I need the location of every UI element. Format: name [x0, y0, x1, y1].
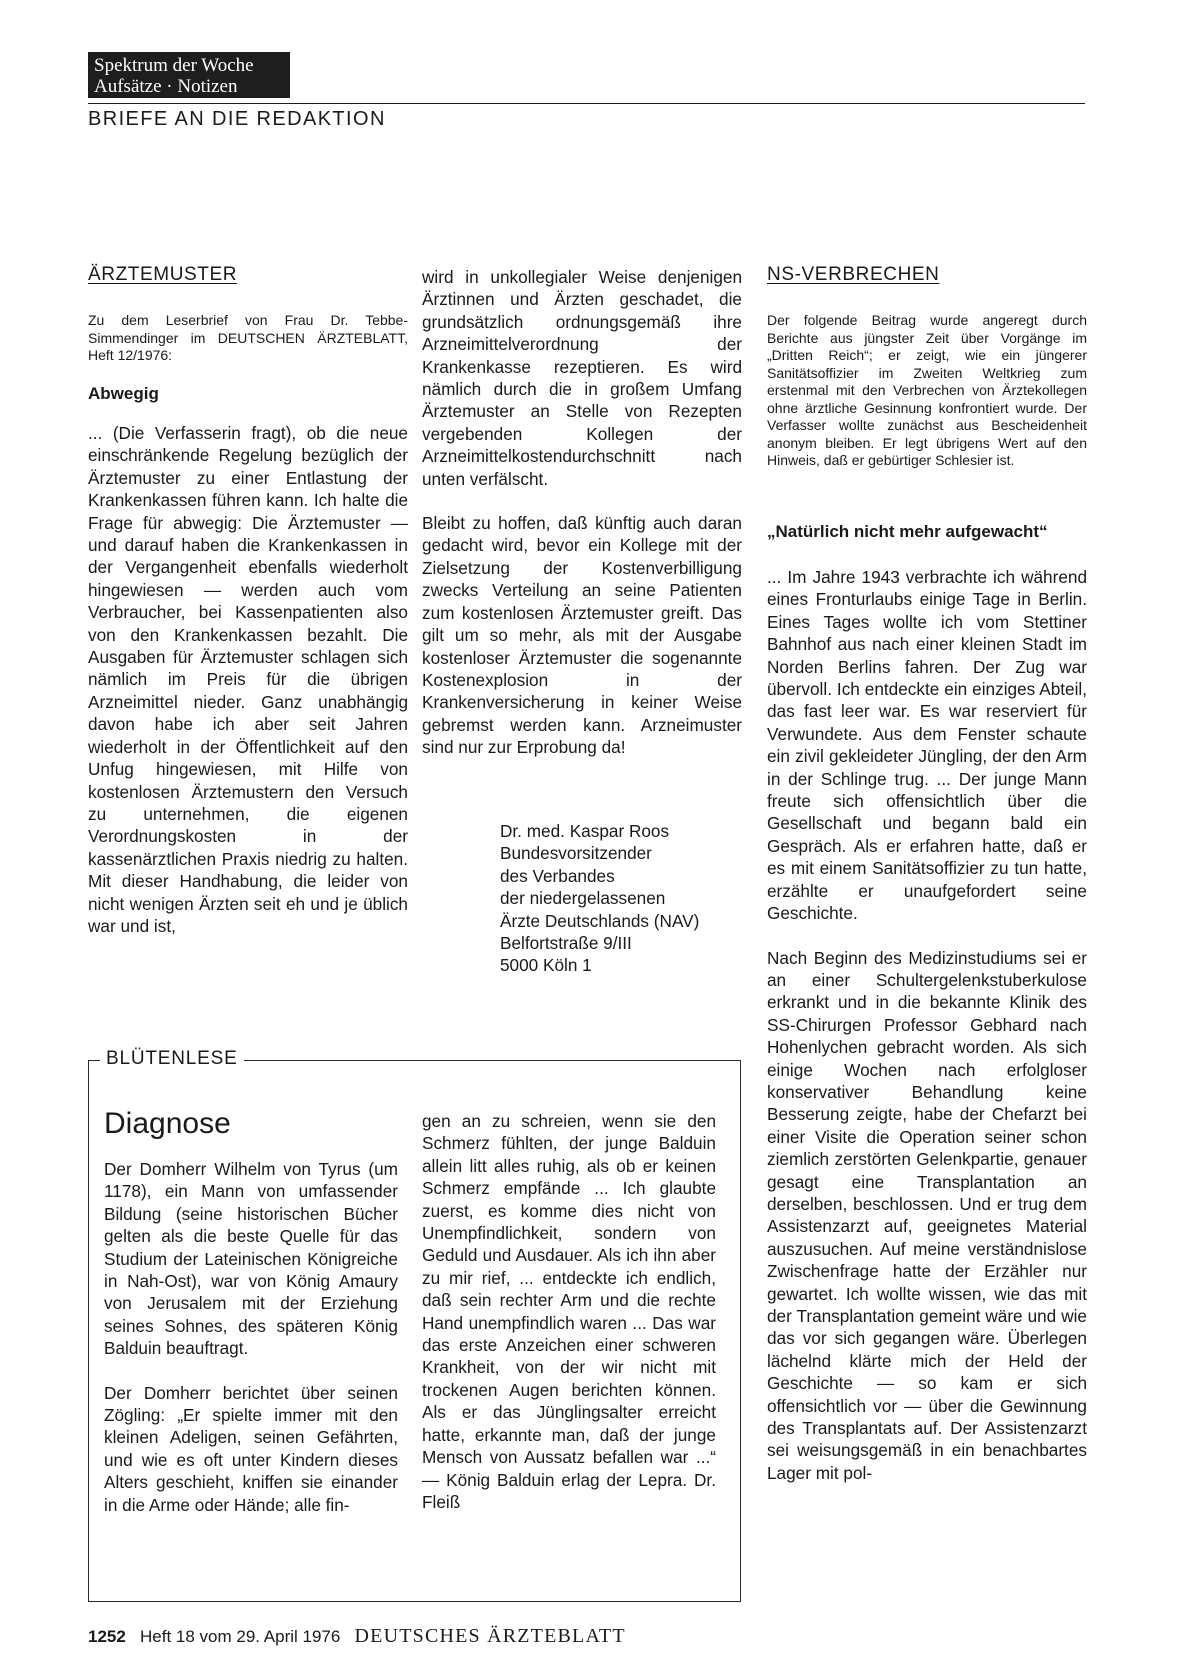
section-title: BRIEFE AN DIE REDAKTION: [88, 108, 386, 130]
paragraph: Nach Beginn des Medizinstudiums sei er an einer Schultergelenkstuberkulose erkrankt und in die bekannte Klinik des SS-Chirurgen Professor Gebhard nach Hohenlychen gebracht worden. Als sich einige Wochen nach erfolgloser konservativer Behandlung keine Besserung zeigte, habe der Chefarzt bei einer Visite die Operation seiner schon ziemlich zerstörten Gelenkpartie, genauer gesagt eine Transplantation an derselben, beschlossen. Und er trug dem Assistenzarzt auf, geeignetes Material auszusuchen. Auf meine verständnislose Zwischenfrage hatte der Erzähler nur gewartet. Ich wollte wissen, wie das mit der Transplantation gemeint wäre und wie das vor sich gegangen wäre. Überlegen lächelnd klärte mich der Held der Geschichte — so kam er sich offensichtlich vor — über die Gewinnung des Transplantats auf. Der Assistenzarzt sei weisungsgemäß in ein benachbartes Lager mit pol-: [767, 947, 1087, 1483]
section-badge: [88, 52, 290, 98]
ns-body: [767, 566, 1087, 1484]
signature-line: Dr. med. Kaspar Roos: [500, 821, 670, 841]
signature-line: Ärzte Deutschlands (NAV): [500, 910, 700, 931]
magazine-name: DEUTSCHES ÄRZTEBLATT: [354, 1625, 626, 1647]
page-footer: [88, 1625, 626, 1648]
paragraph: gen an zu schreien, wenn sie den Schmerz fühlten, der junge Balduin allein litt alles ruhig, als ob er keinen Schmerz empfände ... Ich glaubte zuerst, es komme dies nicht von Unempfindlichkeit, sondern von Geduld und Ausdauer. Als ich ihn aber zu mir rief, ... entdeckte ich endlich, daß sein rechter Arm und die rechte Hand unempfindlich waren ... Das war das erste Anzeichen einer schweren Krankheit, von der wir nicht mit trockenen Augen berichten können. Als er das Jünglingsalter erreicht hatte, erkannte man, daß der junge Mensch von Aussatz befallen war ...“ — König Balduin erlag der Lepra. Dr. Fleiß: [422, 1111, 716, 1512]
paragraph: Der Domherr berichtet über seinen Zögling: „Er spielte immer mit den kleinen Adeligen, seinen Gefährten, und wie es oft unter Kindern dieses Alters geschieht, kniffen sie einander in die Arme oder Hände; alle fin-: [104, 1382, 398, 1515]
diagnose-body-2: [422, 1110, 716, 1513]
signature-line: des Verbandes: [500, 865, 615, 886]
aerztemuster-body-2: [422, 266, 742, 759]
ns-subhead: „Natürlich nicht mehr aufgewacht“: [767, 522, 1048, 541]
diagnose-title: Diagnose: [104, 1107, 231, 1140]
aerztemuster-body-1: [88, 422, 408, 937]
header-rule: [88, 103, 1085, 104]
section-badge-line2: Aufsätze · Notizen: [94, 76, 238, 97]
paragraph: ... Im Jahre 1943 verbrachte ich während eines Fronturlaubs einige Tage in Berlin. Eines Tages wollte ich vom Stettiner Bahnhof aus nach einer kleinen Stadt im Norden Berlins fahren. Der Zug war übervoll. Ich entdeckte ein einziges Abteil, das fast leer war. Es war reserviert für Verwundete. Aus dem Fenster schaute ein zivil gekleideter Jüngling, der den Arm in der Schlinge trug. ... Der junge Mann freute sich offensichtlich über die Gesellschaft und begann bald ein Gespräch. Als er erfahren hatte, daß er es mit einem Sanitätsoffizier zu tun hatte, erzählte er unaufgefordert seine Geschichte.: [767, 567, 1087, 924]
paragraph: wird in unkollegialer Weise denjenigen Ärztinnen und Ärzten geschadet, die grundsätzlich ordnungsgemäß ihre Arzneimittelverordnung der Krankenkasse rezeptieren. Es wird nämlich durch die in großem Umfang Ärztemuster an Stelle von Rezepten vergebenden Kollegen der Arzneimittelkostendurchschnitt nach unten verfälscht.: [422, 267, 742, 489]
signature-line: der niedergelassenen: [500, 888, 666, 909]
signature-line: Bundesvorsitzender: [500, 843, 652, 864]
diagnose-body-1: [104, 1158, 398, 1516]
paragraph: Bleibt zu hoffen, daß künftig auch daran gedacht wird, bevor ein Kollege mit der Zielsetzung der Kostenverbilligung zwecks Verteilung an seine Patienten zum kostenlosen Ärztemuster greift. Das gilt um so mehr, als mit der Ausgabe kostenloser Ärztemuster die sogenannte Kostenexplosion in der Krankenversicherung in keiner Weise gebremst werden kann. Arzneimuster sind nur zur Erprobung da!: [422, 513, 742, 758]
bluetenlese-label: BLÜTENLESE: [100, 1048, 244, 1070]
aerztemuster-intro: Zu dem Leserbrief von Frau Dr. Tebbe-Simmendinger im DEUTSCHEN ÄRZTEBLATT, Heft 12/1976:: [88, 312, 408, 363]
ns-intro: Der folgende Beitrag wurde angeregt durch Berichte aus jüngster Zeit über Vorgänge im „Dritten Reich“; er zeigt, wie ein jüngerer Sanitätsoffizier im Zweiten Weltkrieg zum erstenmal mit den Verbrechen von Ärztekollegen ohne ärztliche Gesinnung konfrontiert wurde. Der Verfasser wollte zunächst aus Bescheidenheit anonym bleiben. Er legt übrigens Wert auf den Hinweis, daß er gebürtiger Schlesier ist.: [767, 312, 1087, 468]
issue-info: Heft 18 vom 29. April 1976: [140, 1627, 341, 1646]
signature-line: Belfortstraße 9/III: [500, 933, 632, 954]
paragraph: Der Domherr Wilhelm von Tyrus (um 1178), ein Mann von umfassender Bildung (seine historischen Bücher gelten als die beste Quelle für das Studium der Lateinischen Königreiche in Nah-Ost), war von König Amaury von Jerusalem mit der Erziehung seines Sohnes, des späteren König Balduin beauftragt.: [104, 1159, 398, 1359]
paragraph: ... (Die Verfasserin fragt), ob die neue einschränkende Regelung bezüglich der Ärztemuster zu einer Entlastung der Krankenkassen führen kann. Ich halte die Frage für abwegig: Die Ärztemuster — und darauf haben die Krankenkassen in der Vergangenheit ebenfalls wiederholt hingewiesen — werden auch vom Verbraucher, bei Kassenpatienten also von den Krankenkassen bezahlt. Die Ausgaben für Ärztemuster schlagen sich nämlich im Preis für die übrigen Arzneimittel nieder. Ganz unabhängig davon habe ich aber seit Jahren wiederholt in der Öffentlichkeit auf den Unfug hingewiesen, mit Hilfe von kostenlosen Ärztemustern den Versuch zu unternehmen, die eigenen Verordnungskosten in der kassenärztlichen Praxis niedrig zu halten. Mit dieser Handhabung, die leider von nicht wenigen Ärzten seit eh und je üblich war und ist,: [88, 423, 408, 936]
signature-line: 5000 Köln 1: [500, 955, 592, 976]
aerztemuster-signature: [500, 820, 699, 977]
ns-heading: NS-VERBRECHEN: [767, 264, 940, 285]
page-number: 1252: [88, 1627, 126, 1646]
aerztemuster-heading: ÄRZTEMUSTER: [88, 264, 238, 285]
aerztemuster-subhead: Abwegig: [88, 384, 159, 403]
section-badge-line1: Spektrum der Woche: [94, 55, 254, 76]
